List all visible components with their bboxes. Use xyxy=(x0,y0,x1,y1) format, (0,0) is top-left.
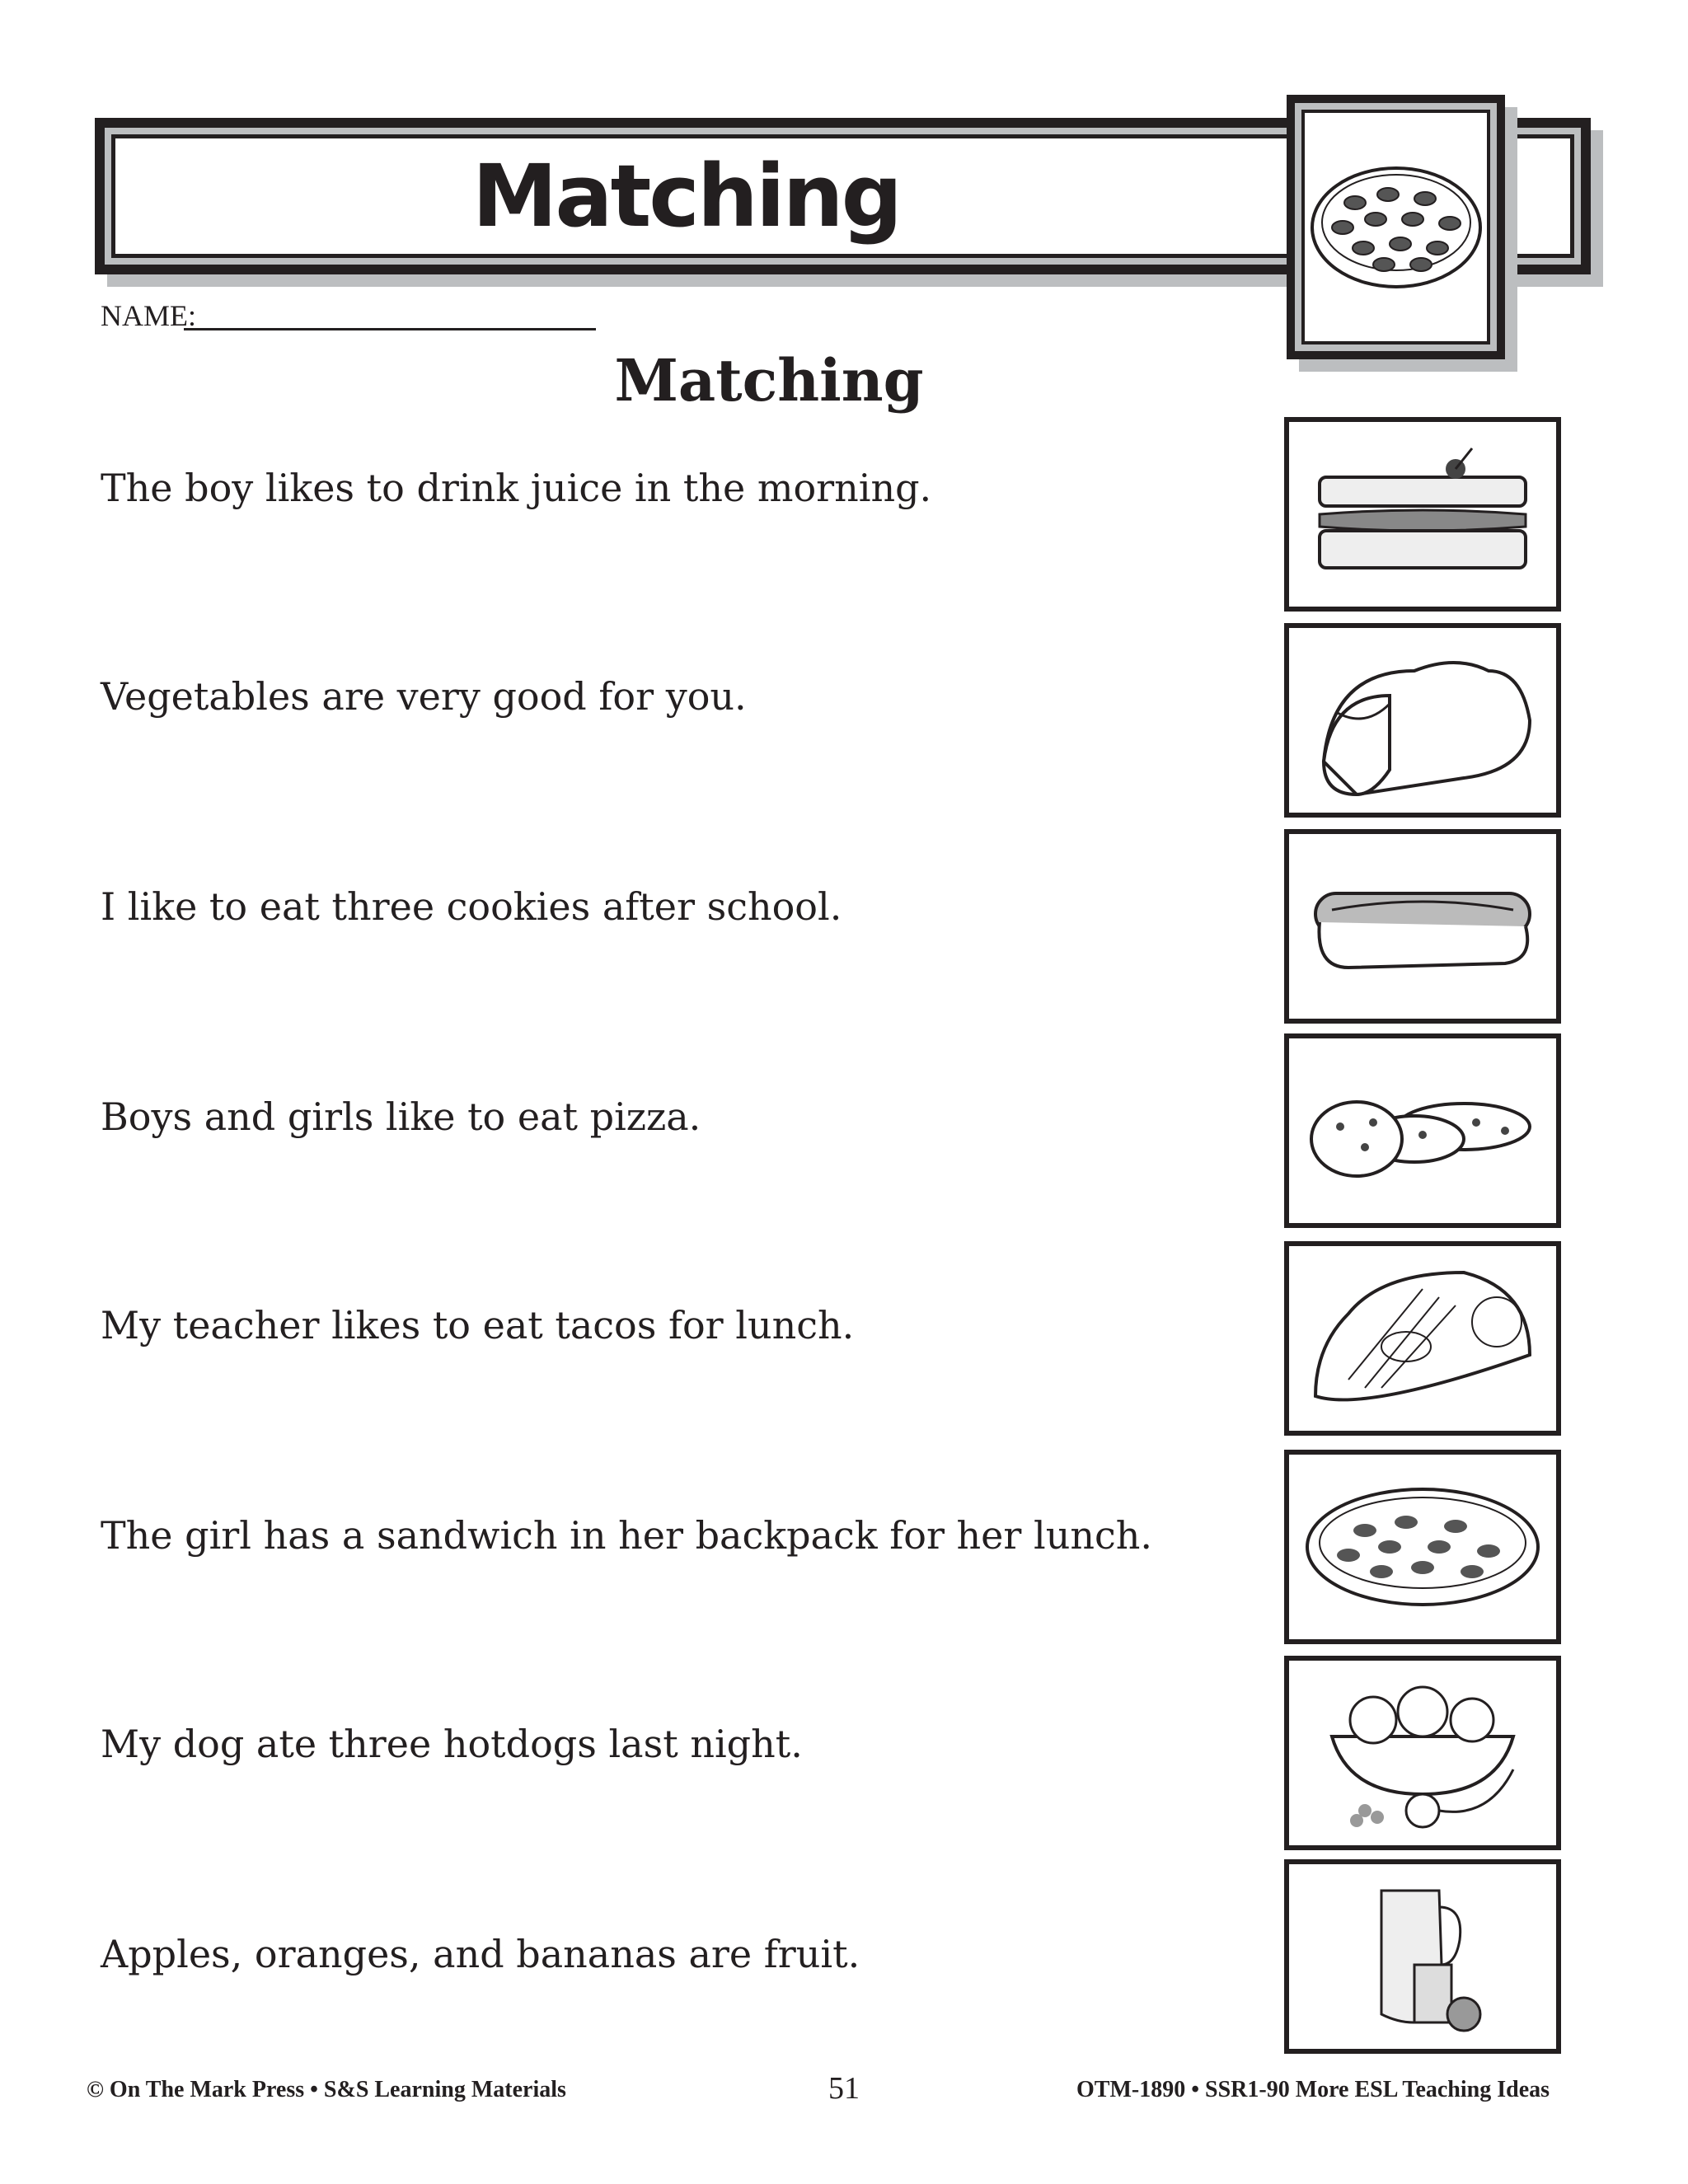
worksheet-subtitle: Matching xyxy=(614,346,924,415)
sentence-6: The girl has a sandwich in her backpack for her lunch. xyxy=(101,1513,1152,1558)
sentence-7: My dog ate three hotdogs last night. xyxy=(101,1722,803,1766)
header-pizza-frame xyxy=(1287,95,1505,359)
footer-product-code: OTM-1890 • SSR1-90 More ESL Teaching Ideas xyxy=(1076,2077,1550,2102)
picture-fruit xyxy=(1284,1656,1561,1850)
pizza-icon xyxy=(1299,1465,1546,1629)
pizza-icon xyxy=(1306,137,1487,318)
taco-icon xyxy=(1299,638,1546,803)
sandwich-icon xyxy=(1299,432,1546,597)
sentence-8: Apples, oranges, and bananas are fruit. xyxy=(101,1932,860,1976)
picture-taco xyxy=(1284,623,1561,818)
fruit-bowl-icon xyxy=(1299,1671,1546,1835)
picture-juice xyxy=(1284,1859,1561,2054)
sentence-5: My teacher likes to eat tacos for lunch. xyxy=(101,1303,855,1347)
picture-pizza xyxy=(1284,1450,1561,1644)
picture-hotdog xyxy=(1284,829,1561,1024)
sentence-3: I like to eat three cookies after school. xyxy=(101,884,842,929)
sentence-1: The boy likes to drink juice in the morning. xyxy=(101,466,932,510)
name-input-line[interactable] xyxy=(184,328,596,330)
picture-cookies xyxy=(1284,1033,1561,1228)
page-number: 51 xyxy=(828,2071,860,2106)
vegetables-basket-icon xyxy=(1299,1256,1546,1421)
page-title: Matching xyxy=(471,146,901,246)
picture-sandwich xyxy=(1284,417,1561,612)
hotdog-icon xyxy=(1299,844,1546,1009)
picture-vegetables xyxy=(1284,1241,1561,1436)
cookies-icon xyxy=(1299,1048,1546,1213)
sentence-4: Boys and girls like to eat pizza. xyxy=(101,1094,701,1139)
juice-pitcher-icon xyxy=(1299,1874,1546,2039)
name-label: NAME: xyxy=(101,299,196,332)
sentence-2: Vegetables are very good for you. xyxy=(101,674,747,719)
footer-copyright: © On The Mark Press • S&S Learning Materials xyxy=(87,2077,566,2102)
